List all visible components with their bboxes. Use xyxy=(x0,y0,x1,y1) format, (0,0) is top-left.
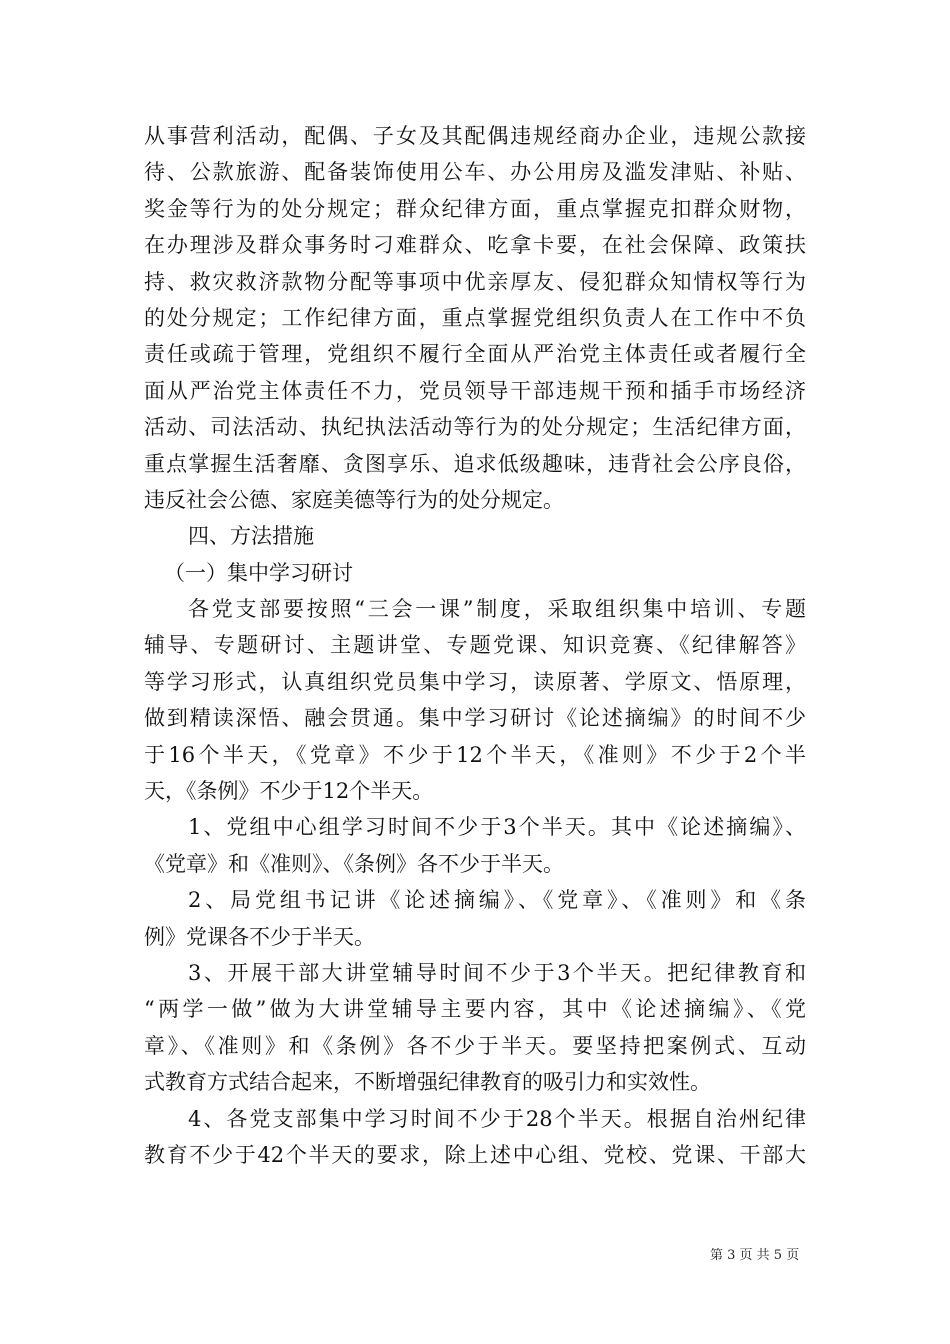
list-item: 4、各党支部集中学习时间不少于28个半天。根据自治州纪律 xyxy=(188,1106,806,1131)
text-line: 等学习形式，认真组织党员集中学习，读原著、学原文、悟原理， xyxy=(144,669,806,694)
list-item: 2、局党组书记讲《论述摘编》、《党章》、《准则》和《条 xyxy=(188,888,806,913)
text-line: 教育不少于42个半天的要求，除上述中心组、党校、党课、干部大 xyxy=(144,1142,806,1167)
text-line: 《党章》和《准则》、《条例》各不少于半天。 xyxy=(144,851,564,876)
text-line: 面从严治党主体责任不力，党员领导干部违规干预和插手市场经济 xyxy=(144,378,806,403)
text-line: 待、公款旅游、配备装饰使用公车、办公用房及滥发津贴、补贴、 xyxy=(144,160,806,185)
page-number: 第 3 页 共 5 页 xyxy=(710,1248,800,1263)
text-line: 持、救灾救济款物分配等事项中优亲厚友、侵犯群众知情权等行为 xyxy=(144,269,806,294)
text-line: 式教育方式结合起来，不断增强纪律教育的吸引力和实效性。 xyxy=(144,1070,711,1095)
text-line: 违反社会公德、家庭美德等行为的处分规定。 xyxy=(144,487,564,512)
subsection-heading: （一）集中学习研讨 xyxy=(164,560,353,585)
text-line: 的处分规定；工作纪律方面，重点掌握党组织负责人在工作中不负 xyxy=(144,305,806,330)
document-body xyxy=(144,118,806,1173)
text-line: 做到精读深悟、融会贯通。集中学习研讨《论述摘编》的时间不少 xyxy=(144,706,806,731)
section-heading: 四、方法措施 xyxy=(188,524,314,549)
text-line: 于16个半天，《党章》不少于12个半天，《准则》不少于2个半 xyxy=(144,742,806,767)
text-line: 在办理涉及群众事务时刁难群众、吃拿卡要，在社会保障、政策扶 xyxy=(144,233,806,258)
text-line: 奖金等行为的处分规定；群众纪律方面，重点掌握克扣群众财物， xyxy=(144,196,806,221)
text-line: 辅导、专题研讨、主题讲堂、专题党课、知识竞赛、《纪律解答》 xyxy=(144,633,806,658)
text-line: 责任或疏于管理，党组织不履行全面从严治党主体责任或者履行全 xyxy=(144,342,806,367)
text-line: 活动、司法活动、执纪执法活动等行为的处分规定；生活纪律方面， xyxy=(144,415,806,440)
text-line: 例》党课各不少于半天。 xyxy=(144,924,375,949)
text-line: 天，《条例》不少于12个半天。 xyxy=(144,779,434,804)
text-line: 从事营利活动，配偶、子女及其配偶违规经商办企业，违规公款接 xyxy=(144,124,806,148)
text-line: 章》、《准则》和《条例》各不少于半天。要坚持把案例式、互动 xyxy=(144,1033,806,1058)
text-line: “两学一做”做为大讲堂辅导主要内容，其中《论述摘编》、《党 xyxy=(144,997,806,1022)
list-item: 1、党组中心组学习时间不少于3个半天。其中《论述摘编》、 xyxy=(188,815,806,840)
text-line: 各党支部要按照“三会一课”制度，采取组织集中培训、专题 xyxy=(188,597,806,622)
text-line: 重点掌握生活奢靡、贪图享乐、追求低级趣味，违背社会公序良俗， xyxy=(144,451,806,476)
list-item: 3、开展干部大讲堂辅导时间不少于3个半天。把纪律教育和 xyxy=(188,960,806,985)
